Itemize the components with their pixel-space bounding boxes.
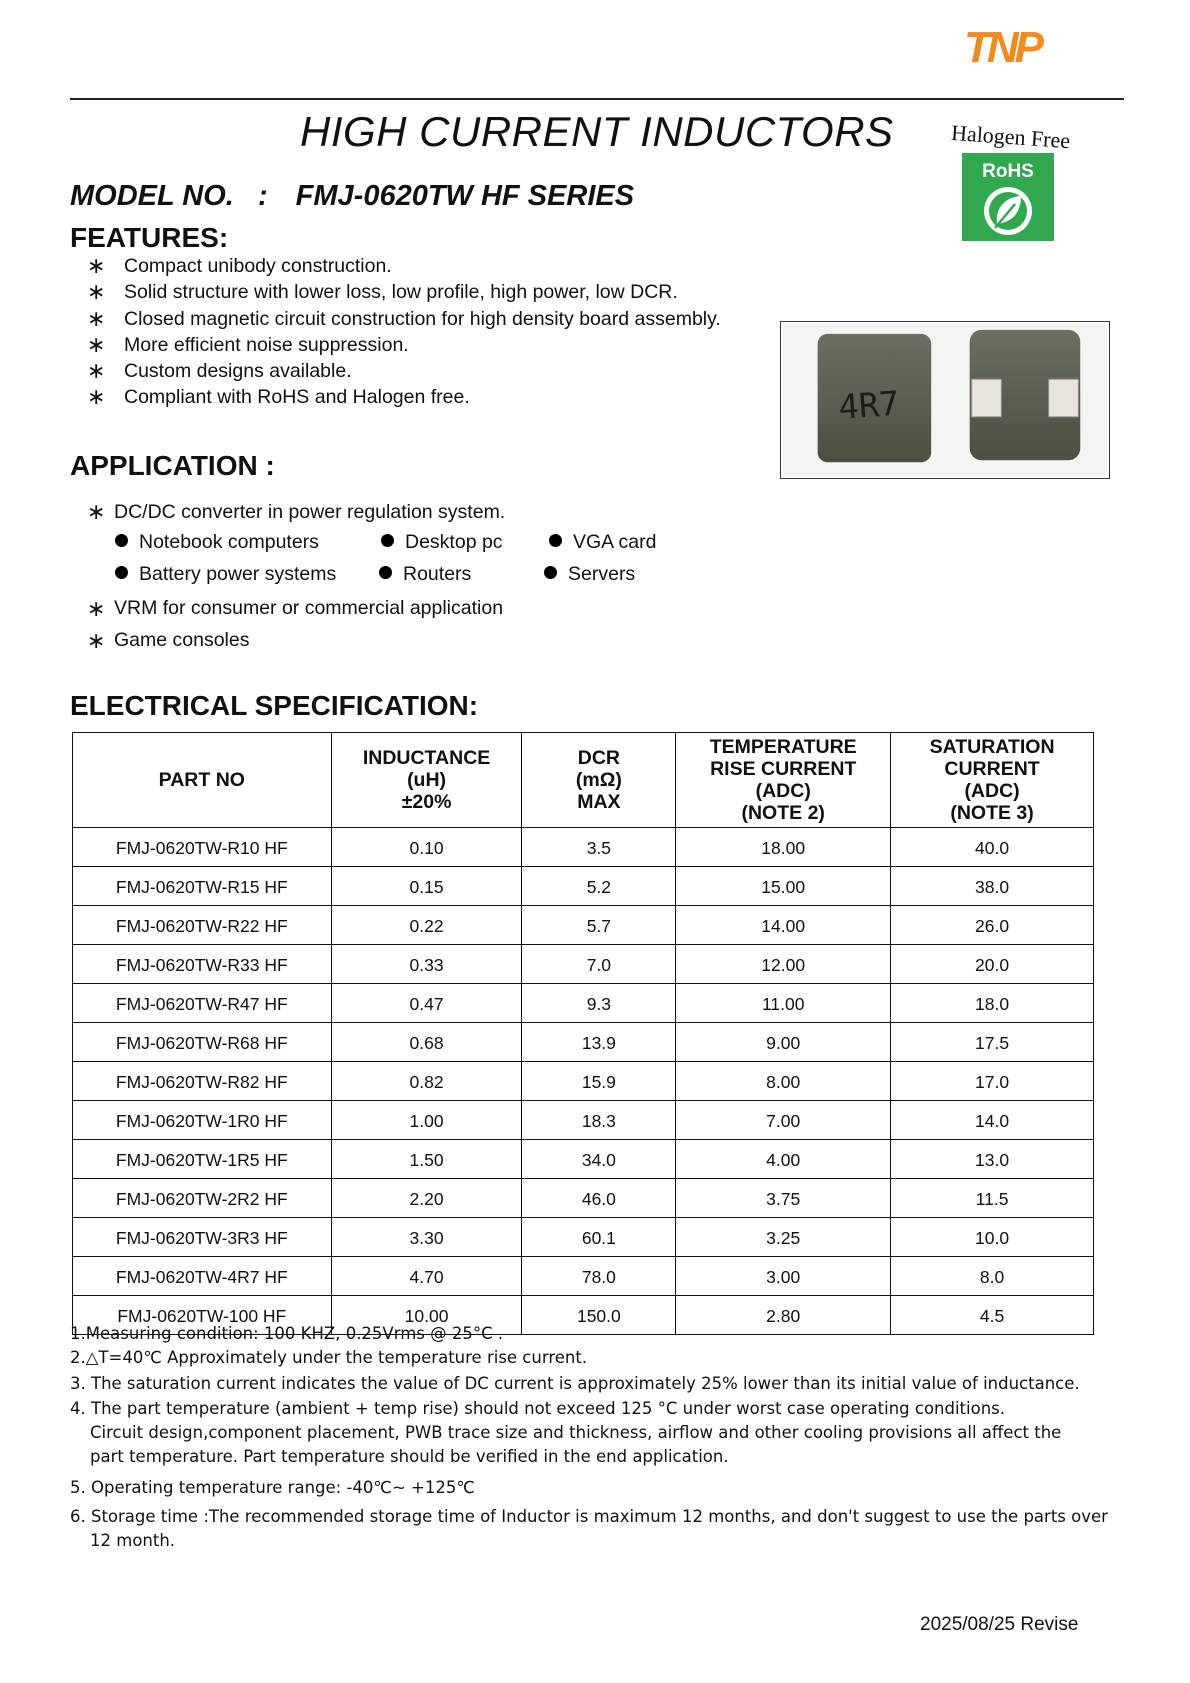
cell-dcr: 46.0: [522, 1179, 676, 1218]
cell-part-no: FMJ-0620TW-R82 HF: [73, 1062, 332, 1101]
cell-part-no: FMJ-0620TW-4R7 HF: [73, 1257, 332, 1296]
cell-part-no: FMJ-0620TW-R22 HF: [73, 906, 332, 945]
cell-saturation: 4.5: [891, 1296, 1094, 1335]
cell-inductance: 0.68: [331, 1023, 522, 1062]
cell-dcr: 18.3: [522, 1101, 676, 1140]
cell-inductance: 0.82: [331, 1062, 522, 1101]
cell-inductance: 2.20: [331, 1179, 522, 1218]
col-header-part-no: PART NO: [73, 733, 332, 828]
cell-temp-rise: 2.80: [676, 1296, 891, 1335]
cell-part-no: FMJ-0620TW-R68 HF: [73, 1023, 332, 1062]
application-list-top: [74, 498, 505, 526]
bullet-item: Desktop pc: [381, 531, 503, 554]
cell-saturation: 17.0: [891, 1062, 1094, 1101]
note-continuation: 12 month.: [90, 1531, 176, 1550]
table-row: [73, 1218, 1094, 1257]
asterisk-icon: ∗: [87, 596, 106, 621]
cell-inductance: 1.00: [331, 1101, 522, 1140]
col-header-saturation-current: SATURATION CURRENT (ADC) (NOTE 3): [891, 733, 1094, 828]
features-heading: FEATURES:: [70, 222, 229, 253]
cell-saturation: 10.0: [891, 1218, 1094, 1257]
leaf-icon: [984, 187, 1032, 235]
cell-part-no: FMJ-0620TW-R47 HF: [73, 984, 332, 1023]
cell-inductance: 0.15: [331, 867, 522, 906]
cell-saturation: 40.0: [891, 828, 1094, 867]
inductor-marking: 4R7: [837, 383, 901, 427]
cell-saturation: 11.5: [891, 1179, 1094, 1218]
features-list: [74, 253, 721, 411]
col-header-temp-rise-current: TEMPERATURE RISE CURRENT (ADC) (NOTE 2): [676, 733, 891, 828]
model-label: MODEL NO.: [70, 180, 234, 212]
table-row: [73, 1101, 1094, 1140]
note-continuation: Circuit design,component placement, PWB trace size and thickness, airflow and other cooling provisions all affect the: [90, 1423, 1062, 1442]
cell-inductance: 0.10: [331, 828, 522, 867]
cell-dcr: 7.0: [522, 945, 676, 984]
feature-item: ∗ Compact unibody construction.: [87, 253, 392, 278]
asterisk-icon: ∗: [87, 253, 106, 278]
electrical-spec-table: [72, 732, 1094, 1335]
model-value: FMJ-0620TW HF SERIES: [295, 180, 635, 212]
document-title: HIGH CURRENT INDUCTORS: [300, 108, 894, 155]
cell-dcr: 78.0: [522, 1257, 676, 1296]
application-list-bottom: [74, 593, 503, 656]
table-row: [73, 1257, 1094, 1296]
asterisk-icon: ∗: [87, 499, 106, 524]
inductor-top-view: [818, 334, 932, 462]
cell-dcr: 5.7: [522, 906, 676, 945]
model-separator: :: [257, 180, 268, 212]
cell-temp-rise: 8.00: [676, 1062, 891, 1101]
cell-part-no: FMJ-0620TW-R33 HF: [73, 945, 332, 984]
application-heading: APPLICATION :: [70, 450, 275, 481]
cell-part-no: FMJ-0620TW-R15 HF: [73, 867, 332, 906]
cell-saturation: 26.0: [891, 906, 1094, 945]
cell-part-no: FMJ-0620TW-2R2 HF: [73, 1179, 332, 1218]
rohs-text: RoHS: [982, 161, 1034, 182]
cell-saturation: 20.0: [891, 945, 1094, 984]
note-item: 5. Operating temperature range: -40℃~ +125℃: [70, 1478, 475, 1497]
cell-part-no: FMJ-0620TW-1R0 HF: [73, 1101, 332, 1140]
cell-inductance: 0.47: [331, 984, 522, 1023]
electrical-spec-heading: ELECTRICAL SPECIFICATION:: [70, 690, 479, 721]
cell-temp-rise: 3.00: [676, 1257, 891, 1296]
asterisk-icon: ∗: [87, 331, 106, 357]
asterisk-icon: ∗: [87, 279, 106, 305]
cell-temp-rise: 11.00: [676, 984, 891, 1023]
cell-temp-rise: 9.00: [676, 1023, 891, 1062]
bullet-item: Battery power systems: [115, 563, 336, 586]
table-row: [73, 1062, 1094, 1101]
cell-dcr: 150.0: [522, 1296, 676, 1335]
bullet-item: Servers: [544, 563, 635, 586]
product-photo: [780, 321, 1110, 479]
bullet-item: Routers: [379, 563, 471, 586]
cell-temp-rise: 15.00: [676, 867, 891, 906]
halogen-free-rohs-badge: [935, 120, 1085, 245]
asterisk-icon: ∗: [87, 627, 106, 653]
cell-saturation: 13.0: [891, 1140, 1094, 1179]
cell-temp-rise: 12.00: [676, 945, 891, 984]
inductor-bottom-view: [970, 330, 1081, 460]
feature-item: ∗ More efficient noise suppression.: [87, 331, 409, 357]
cell-temp-rise: 4.00: [676, 1140, 891, 1179]
table-row: [73, 1140, 1094, 1179]
note-item: 3. The saturation current indicates the value of DC current is approximately 25% lower than its initial value of inductance.: [70, 1374, 1080, 1393]
note-item: 6. Storage time :The recommended storage time of Inductor is maximum 12 months, and don't suggest to use the parts over: [70, 1507, 1108, 1526]
asterisk-icon: ∗: [87, 384, 106, 410]
cell-dcr: 13.9: [522, 1023, 676, 1062]
cell-saturation: 38.0: [891, 867, 1094, 906]
table-row: [73, 906, 1094, 945]
tnp-logo-text: TNP: [964, 24, 1040, 70]
cell-temp-rise: 18.00: [676, 828, 891, 867]
application-item: ∗ VRM for consumer or commercial application: [74, 593, 503, 625]
feature-item: ∗ Solid structure with lower loss, low profile, high power, low DCR.: [87, 279, 678, 305]
tnp-logo: [964, 24, 1074, 70]
table-row: [73, 828, 1094, 867]
cell-temp-rise: 7.00: [676, 1101, 891, 1140]
col-header-dcr: DCR (mΩ) MAX: [522, 733, 676, 828]
cell-part-no: FMJ-0620TW-R10 HF: [73, 828, 332, 867]
table-row: [73, 1023, 1094, 1062]
cell-part-no: FMJ-0620TW-3R3 HF: [73, 1218, 332, 1257]
cell-saturation: 18.0: [891, 984, 1094, 1023]
feature-item: ∗ Custom designs available.: [87, 358, 352, 384]
table-row: [73, 867, 1094, 906]
note-item: 1.Measuring condition: 100 KHZ, 0.25Vrms @ 25°C .: [70, 1324, 504, 1343]
table-row: [73, 984, 1094, 1023]
cell-saturation: 8.0: [891, 1257, 1094, 1296]
cell-dcr: 3.5: [522, 828, 676, 867]
halogen-free-text: Halogen Free: [950, 120, 1071, 154]
cell-temp-rise: 3.25: [676, 1218, 891, 1257]
cell-inductance: 0.33: [331, 945, 522, 984]
top-divider: [70, 98, 1124, 100]
asterisk-icon: ∗: [87, 358, 106, 384]
cell-dcr: 5.2: [522, 867, 676, 906]
note-item: 2.△T=40℃ Approximately under the temperature rise current.: [70, 1348, 588, 1367]
cell-dcr: 15.9: [522, 1062, 676, 1101]
cell-part-no: FMJ-0620TW-1R5 HF: [73, 1140, 332, 1179]
cell-inductance: 3.30: [331, 1218, 522, 1257]
cell-part-no: FMJ-0620TW-100 HF: [73, 1296, 332, 1335]
table-header-row: [73, 733, 1094, 828]
bullet-item: Notebook computers: [115, 531, 319, 554]
cell-inductance: 1.50: [331, 1140, 522, 1179]
cell-temp-rise: 14.00: [676, 906, 891, 945]
note-item: 4. The part temperature (ambient + temp rise) should not exceed 125 °C under worst case operating conditions.: [70, 1399, 1006, 1418]
model-number-line: [70, 180, 634, 213]
cell-dcr: 34.0: [522, 1140, 676, 1179]
cell-temp-rise: 3.75: [676, 1179, 891, 1218]
col-header-inductance: INDUCTANCE (uH) ±20%: [331, 733, 522, 828]
cell-dcr: 60.1: [522, 1218, 676, 1257]
application-item: ∗ DC/DC converter in power regulation system.: [87, 499, 506, 524]
bullet-item: VGA card: [549, 531, 656, 554]
table-row: [73, 1179, 1094, 1218]
feature-item: ∗ Compliant with RoHS and Halogen free.: [87, 384, 470, 410]
cell-saturation: 17.5: [891, 1023, 1094, 1062]
note-continuation: part temperature. Part temperature should be verified in the end application.: [90, 1447, 729, 1466]
asterisk-icon: ∗: [87, 305, 106, 331]
cell-inductance: 0.22: [331, 906, 522, 945]
cell-inductance: 4.70: [331, 1257, 522, 1296]
table-row: [73, 945, 1094, 984]
cell-dcr: 9.3: [522, 984, 676, 1023]
application-item: ∗ Game consoles: [74, 625, 503, 657]
revision-date: 2025/08/25 Revise: [920, 1614, 1079, 1635]
feature-item: ∗ Closed magnetic circuit construction for high density board assembly.: [87, 305, 721, 331]
cell-inductance: 10.00: [331, 1296, 522, 1335]
cell-saturation: 14.0: [891, 1101, 1094, 1140]
